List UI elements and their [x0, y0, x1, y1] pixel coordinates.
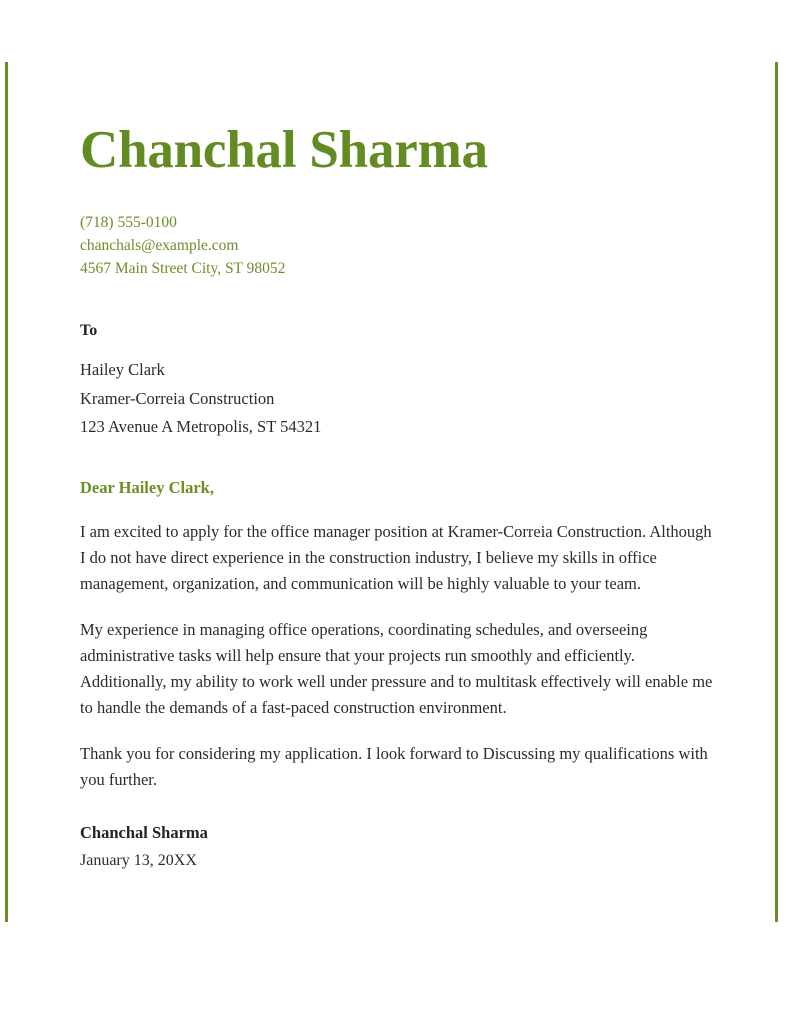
signature-date: January 13, 20XX [80, 851, 197, 869]
body-paragraph-2: My experience in managing office operations, coordinating schedules, and overseeing administrative tasks will help ensure that your projects run smoothly and efficiently. Additionally, my ability to work well under pressure and to multitask effectively will enable me to handle the demands of a fast-paced construction environment. [80, 619, 713, 717]
letter-content [80, 0, 714, 873]
recipient-label: To [80, 322, 98, 339]
signature-name: Chanchal Sharma [80, 822, 208, 842]
sender-name: Chanchal Sharma [80, 121, 488, 179]
letterhead [80, 0, 714, 280]
sender-contact-block [80, 211, 714, 280]
left-accent-rule [5, 62, 8, 922]
recipient-company: Kramer-Correia Construction [80, 388, 275, 408]
body-paragraph-3: Thank you for considering my application. I look forward to Discussing my qualifications with you further. [80, 743, 708, 789]
sender-address: 4567 Main Street City, ST 98052 [80, 260, 286, 277]
signature-block [80, 821, 714, 873]
recipient-block [80, 320, 714, 442]
body-paragraph-1: I am excited to apply for the office manager position at Kramer-Correia Construction. Although I do not have direct experience in the construction industry, I believe my skills in office management, organization, and communication will be highly valuable to your team. [80, 521, 712, 593]
recipient-address: 123 Avenue A Metropolis, ST 54321 [80, 417, 322, 436]
recipient-name: Hailey Clark [80, 360, 165, 379]
right-accent-rule [775, 62, 778, 922]
letter-body [80, 519, 714, 793]
sender-email: chanchals@example.com [80, 237, 239, 254]
sender-phone: (718) 555-0100 [80, 214, 177, 231]
salutation: Dear Hailey Clark, [80, 477, 214, 497]
